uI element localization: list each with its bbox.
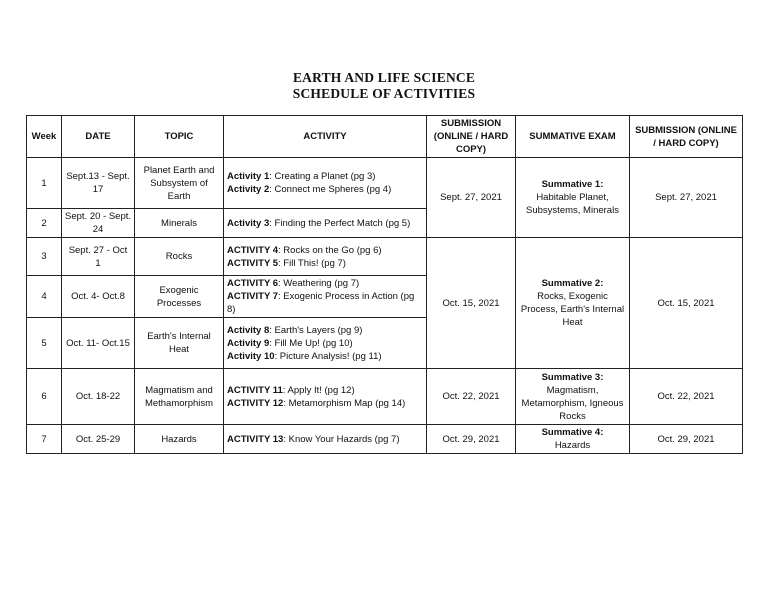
table-row <box>27 158 743 209</box>
activity-label: Activity 3 <box>227 217 270 229</box>
activity-text: : Connect me Spheres (pg 4) <box>269 184 392 195</box>
activity-text: : Fill This! (pg 7) <box>278 257 346 269</box>
activity-item <box>227 433 423 446</box>
week-cell: 2 <box>27 209 62 238</box>
activity-item <box>227 170 423 183</box>
week-cell: 3 <box>27 238 62 276</box>
summative-cell: Summative 4: Hazards <box>516 425 630 454</box>
activity-item <box>227 384 423 397</box>
header-date: DATE <box>62 116 135 158</box>
activity-text: : Apply It! (pg 12) <box>282 384 355 396</box>
activity-text: : Know Your Hazards (pg 7) <box>283 433 400 445</box>
activity-text: : Exogenic Process in Action (pg 8) <box>227 291 415 315</box>
activity-text: : Earth's Layers (pg 9) <box>269 324 363 336</box>
activity-text: : Picture Analysis! (pg 11) <box>274 350 382 362</box>
topic-cell: Planet Earth and Subsystem of Earth <box>135 158 224 209</box>
topic-cell: Rocks <box>135 238 224 276</box>
activity-label: ACTIVITY 13 <box>227 433 284 445</box>
summative-cell: Summative 2: Rocks, Exogenic Process, Earth's Internal Heat <box>516 238 630 369</box>
week-cell: 5 <box>27 318 62 369</box>
activity-item <box>227 337 423 350</box>
summative-submission-cell: Oct. 15, 2021 <box>630 238 743 369</box>
activity-label: ACTIVITY 11 <box>227 384 283 396</box>
activity-text: : Metamorphism Map (pg 14) <box>283 397 406 409</box>
date-cell: Oct. 25-29 <box>62 425 135 454</box>
activity-label: Activity 9 <box>227 337 270 349</box>
activity-cell <box>224 276 427 318</box>
header-submission-summative: SUBMISSION (ONLINE / HARD COPY) <box>630 116 743 158</box>
topic-cell: Exogenic Processes <box>135 276 224 318</box>
summative-submission-cell: Sept. 27, 2021 <box>630 158 743 238</box>
document-title: EARTH AND LIFE SCIENCE <box>292 70 476 85</box>
header-week: Week <box>27 116 62 158</box>
topic-cell: Magmatism and Methamorphism <box>135 369 224 425</box>
summative-topics: Magmatism, Metamorphism, Igneous Rocks <box>521 384 624 422</box>
summative-label: Summative 3 <box>541 371 601 383</box>
activity-item <box>227 277 423 290</box>
topic-cell: Earth's Internal Heat <box>135 318 224 369</box>
submission-cell: Oct. 22, 2021 <box>427 369 516 425</box>
header-summative-exam: SUMMATIVE EXAM <box>516 116 630 158</box>
activity-label: Activity 10 <box>227 350 275 362</box>
date-cell: Oct. 11- Oct.15 <box>62 318 135 369</box>
summative-topics: Habitable Planet, Subsystems, Minerals <box>526 192 619 216</box>
summative-label: Summative 2 <box>541 278 601 289</box>
activity-cell <box>224 158 427 209</box>
summative-cell: Summative 1: Habitable Planet, Subsystems, Minerals <box>516 158 630 238</box>
activity-cell <box>224 238 427 276</box>
activity-label: Activity 1 <box>227 171 270 182</box>
activity-item <box>227 350 423 363</box>
topic-cell: Minerals <box>135 209 224 238</box>
submission-cell: Sept. 27, 2021 <box>427 158 516 238</box>
activity-text: : Fill Me Up! (pg 10) <box>269 337 353 349</box>
activity-text: : Finding the Perfect Match (pg 5) <box>269 217 411 229</box>
week-cell: 7 <box>27 425 62 454</box>
summative-submission-cell: Oct. 22, 2021 <box>630 369 743 425</box>
activity-item <box>227 244 423 257</box>
activity-text: : Creating a Planet (pg 3) <box>269 171 376 182</box>
activity-label: ACTIVITY 12 <box>227 397 284 409</box>
summative-label: Summative 1 <box>541 179 601 190</box>
activity-cell <box>224 318 427 369</box>
schedule-table <box>26 115 743 454</box>
summative-submission-cell: Oct. 29, 2021 <box>630 425 743 454</box>
summative-topics: Hazards <box>554 440 591 451</box>
activity-item <box>227 183 423 196</box>
activity-item <box>227 290 423 316</box>
date-cell: Oct. 18-22 <box>62 369 135 425</box>
activity-cell <box>224 209 427 238</box>
table-row <box>27 238 743 276</box>
header-activity: ACTIVITY <box>224 116 427 158</box>
submission-cell: Oct. 15, 2021 <box>427 238 516 369</box>
activity-label: ACTIVITY 6 <box>227 278 279 289</box>
activity-text: : Rocks on the Go (pg 6) <box>278 244 382 256</box>
summative-topics: Rocks, Exogenic Process, Earth's Internal Heat <box>520 291 625 328</box>
activity-text: : Weathering (pg 7) <box>278 278 360 289</box>
activity-label: Activity 2 <box>227 184 270 195</box>
header-submission: SUBMISSION (ONLINE / HARD COPY) <box>427 116 516 158</box>
activity-item <box>227 217 423 230</box>
activity-label: Activity 8 <box>227 324 270 336</box>
activity-cell <box>224 369 427 425</box>
header-topic: TOPIC <box>135 116 224 158</box>
topic-cell: Hazards <box>135 425 224 454</box>
activity-item <box>227 257 423 270</box>
activity-label: ACTIVITY 7 <box>227 291 279 302</box>
summative-label: Summative 4 <box>541 427 601 438</box>
activity-item <box>227 397 423 410</box>
week-cell: 1 <box>27 158 62 209</box>
date-cell: Sept. 27 - Oct 1 <box>62 238 135 276</box>
week-cell: 6 <box>27 369 62 425</box>
summative-cell: Summative 3: Magmatism, Metamorphism, Igneous Rocks <box>516 369 630 425</box>
table-row <box>27 425 743 454</box>
activity-cell <box>224 425 427 454</box>
activity-label: ACTIVITY 5 <box>227 257 279 269</box>
header-row <box>27 116 743 158</box>
date-cell: Sept. 20 - Sept. 24 <box>62 209 135 238</box>
submission-cell: Oct. 29, 2021 <box>427 425 516 454</box>
date-cell: Oct. 4- Oct.8 <box>62 276 135 318</box>
table-row <box>27 369 743 425</box>
week-cell: 4 <box>27 276 62 318</box>
activity-label: ACTIVITY 4 <box>227 244 279 256</box>
document-subtitle: SCHEDULE OF ACTIVITIES <box>292 86 476 101</box>
date-cell: Sept.13 - Sept. 17 <box>62 158 135 209</box>
activity-item <box>227 324 423 337</box>
